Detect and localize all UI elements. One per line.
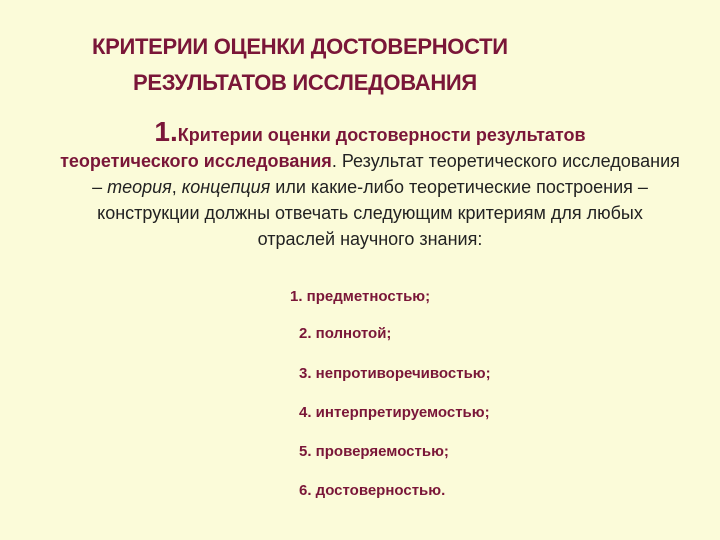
title-line-2: РЕЗУЛЬТАТОВ ИССЛЕДОВАНИЯ: [133, 70, 477, 95]
term-theory: теория: [107, 177, 172, 197]
criterion-item: 4. интерпретируемостью;: [299, 404, 490, 421]
paragraph-end: или какие-либо теоретические построения – конструкции должны отвечать следующим критериям для любых отраслей научного знания:: [97, 177, 648, 249]
paragraph-text: . Результат теоретического исследования –: [92, 151, 680, 197]
body-paragraph: [60, 118, 680, 252]
criterion-item: 1. предметностью;: [290, 288, 431, 305]
term-separator: ,: [171, 177, 182, 197]
criterion-item: 3. непротиворечивостью;: [299, 365, 491, 382]
paragraph-number: 1.: [154, 116, 178, 147]
title-line-1: КРИТЕРИИ ОЦЕНКИ ДОСТОВЕРНОСТИ: [92, 34, 508, 59]
term-concept: концепция: [181, 177, 271, 197]
paragraph-lead-2: теоретического исследования: [60, 151, 332, 171]
criterion-item: 6. достоверностью.: [299, 482, 446, 499]
criterion-item: 2. полнотой;: [299, 325, 392, 342]
criterion-item: 5. проверяемостью;: [299, 443, 449, 460]
paragraph-lead-1: Критерии оценки достоверности результатов: [177, 125, 586, 145]
